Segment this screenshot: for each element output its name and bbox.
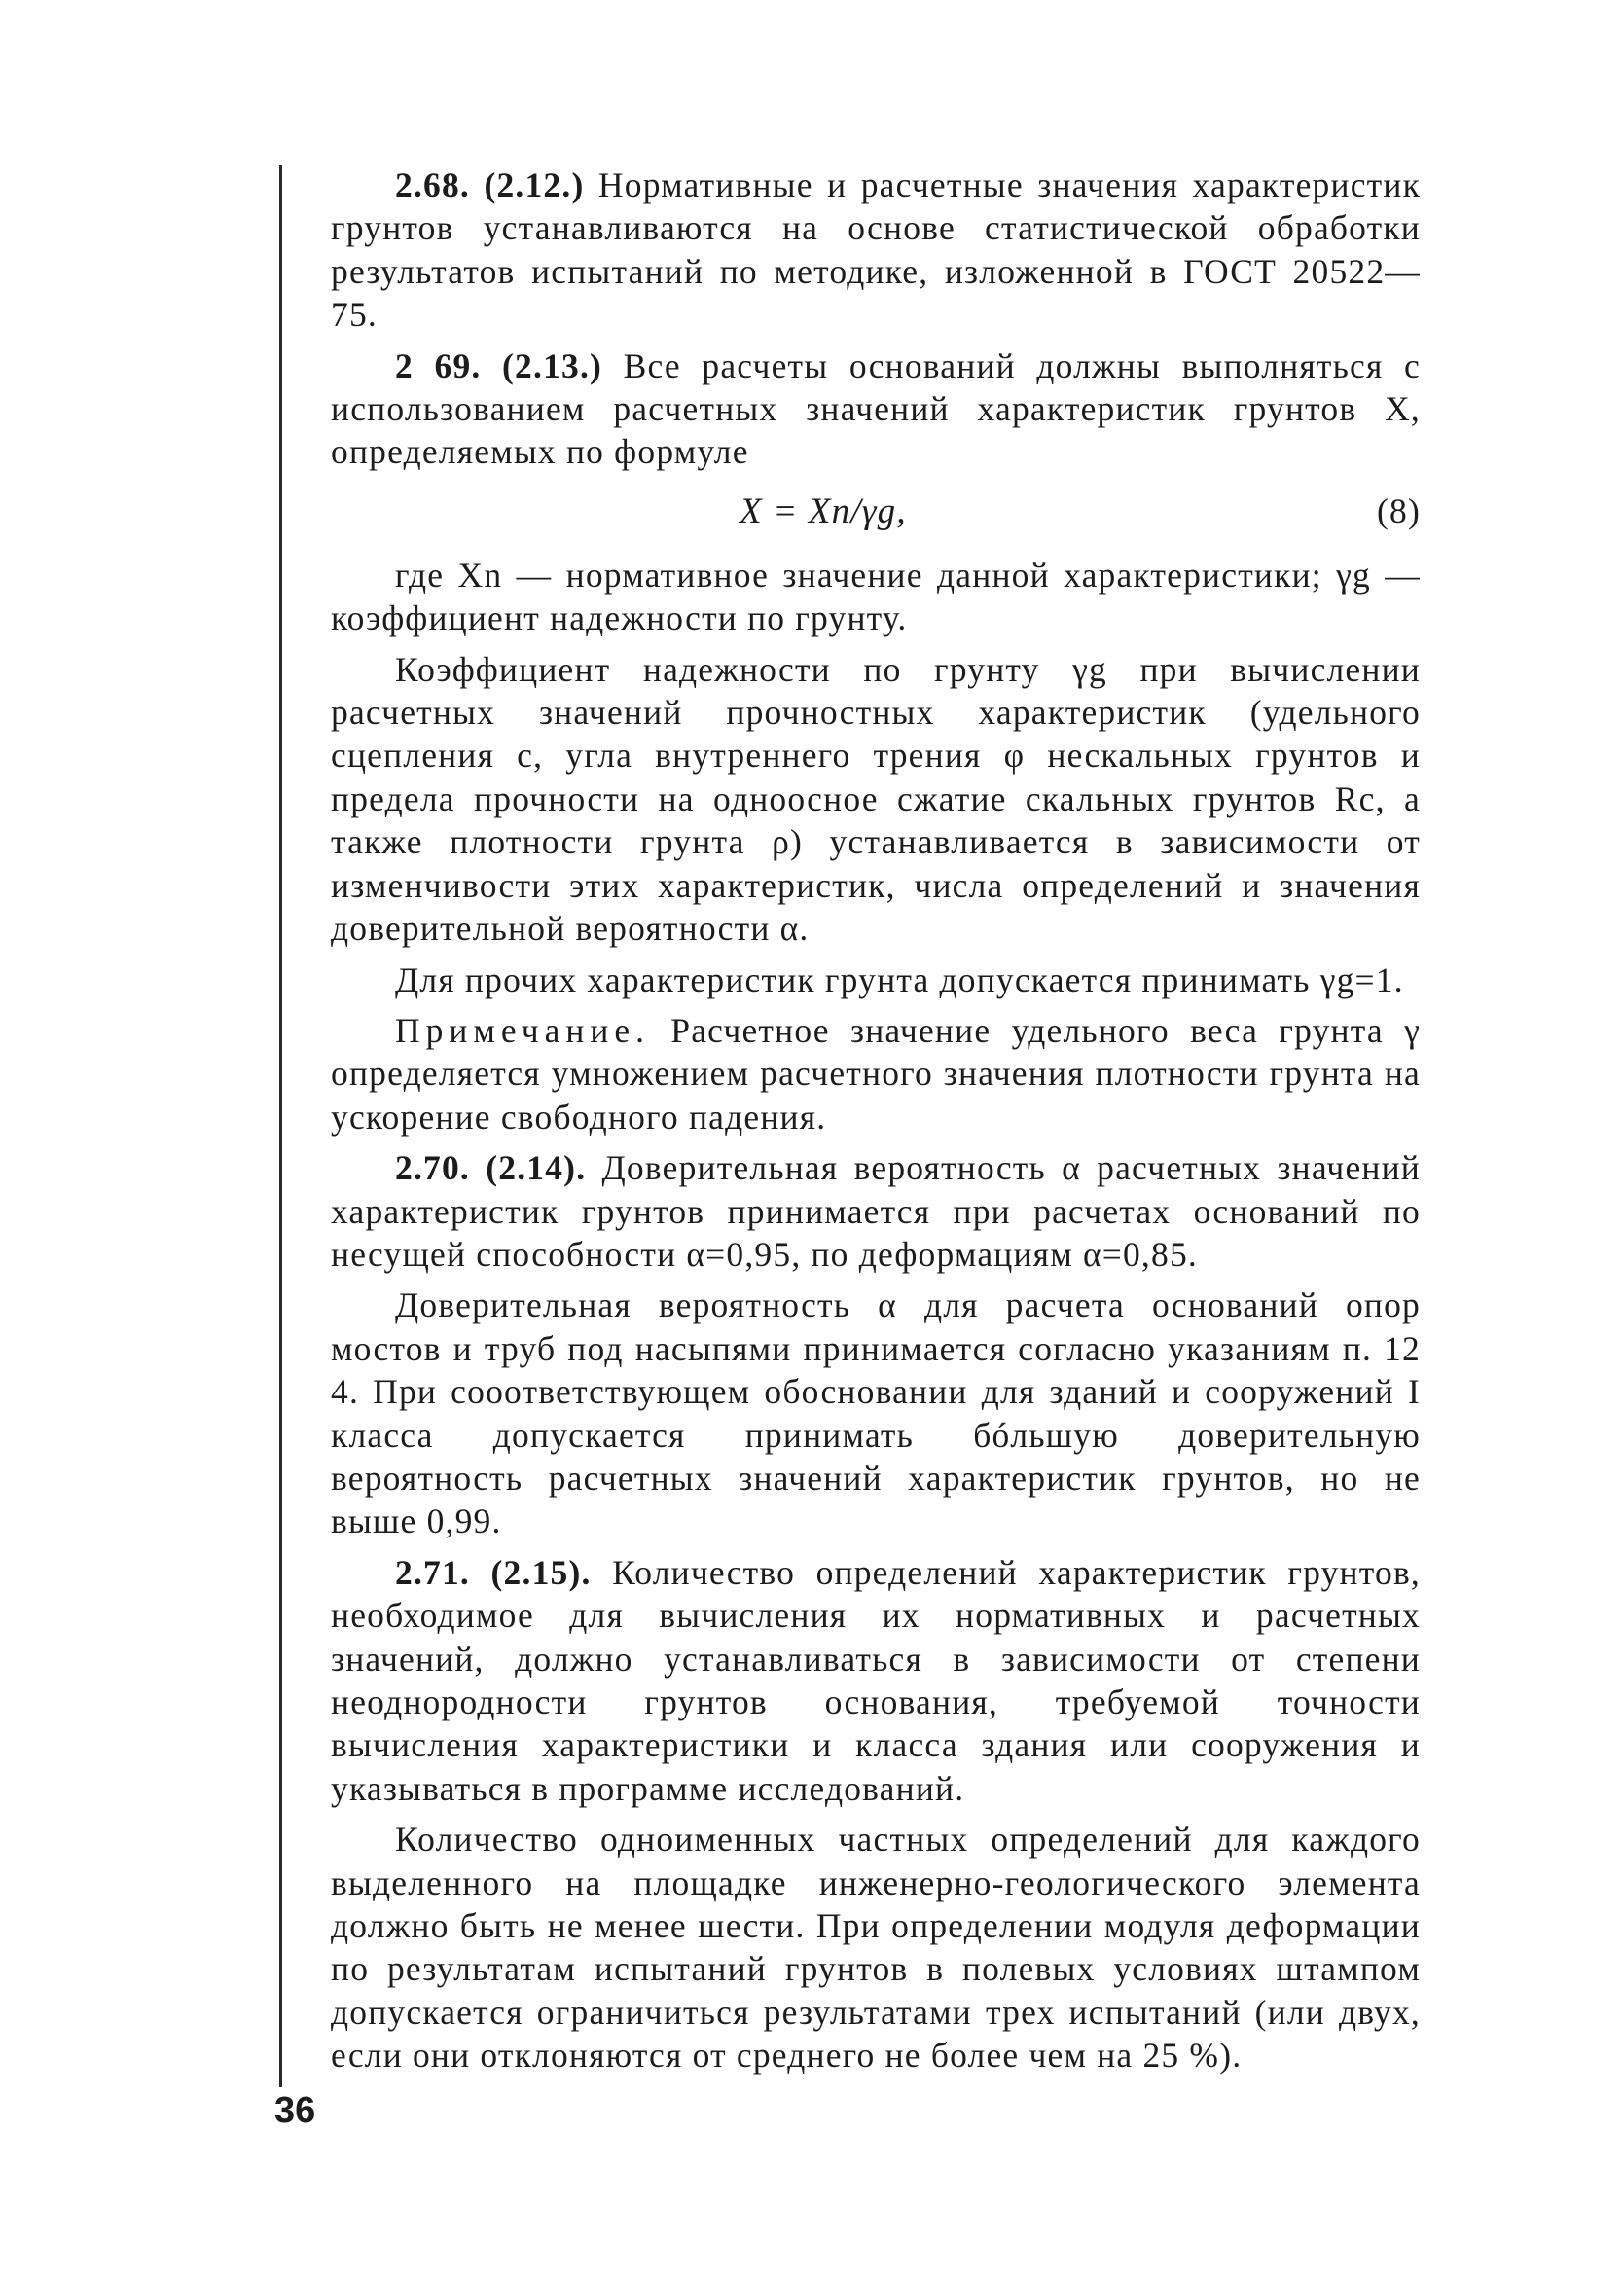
section-number: 2.68.	[395, 165, 470, 204]
section-number: 2.71.	[395, 1552, 470, 1592]
formula-number: (8)	[1377, 490, 1421, 530]
section-ref: (2.14).	[486, 1148, 587, 1188]
page-number: 36	[274, 2090, 316, 2131]
paragraph-2-70	[331, 1146, 1421, 1276]
paragraph-2-69	[331, 344, 1421, 474]
paragraph-text: Нормативные и расчетные значения характеристик грунтов устанавливаются на основе статистической обработки результатов испытаний по методике, изложенной в ГОСТ 20522—75.	[331, 165, 1422, 335]
paragraph-confidence-bridges: Доверительная вероятность α для расчета оснований опор мостов и труб под насыпями принимается согласно указаниям п. 12 4. При сооответствующем обосновании для зданий и сооружений I класса допускается принимать бóльшую доверительную вероятность расчетных значений характеристик грунтов, но не выше 0,99.	[331, 1285, 1421, 1541]
note-text: Расчетное значение удельного веса грунта γ определяется умножением расчетного значения плотности грунта на ускорение свободного падения.	[331, 1010, 1421, 1137]
paragraph-other-characteristics: Для прочих характеристик грунта допускается принимать γg=1.	[395, 959, 1404, 999]
paragraph-2-71	[331, 1551, 1421, 1810]
note-label: Примечание.	[395, 1010, 650, 1050]
paragraph-reliability-coefficient: Коэффициент надежности по грунту γg при вычислении расчетных значений прочностных характеристик (удельного сцепления c, угла внутреннего трения φ нескальных грунтов и предела прочности на одноосное сжатие скальных грунтов Rc, а также плотности грунта ρ) устанавливается в зависимости от изменчивости этих характеристик, числа определений и значения доверительной вероятности α.	[331, 649, 1421, 949]
paragraph-text: Доверительная вероятность α расчетных значений характеристик грунтов принимается при расчетах оснований по несущей способности α=0,95, по деформациям α=0,85.	[331, 1148, 1422, 1274]
formula-line	[331, 489, 1421, 534]
formula: X = Xn/γg,	[740, 490, 907, 531]
section-ref: (2.13.)	[502, 345, 603, 385]
page-body	[331, 163, 1421, 2078]
paragraph-definition: где Xn — нормативное значение данной характеристики; γg — коэффициент надежности по грунту.	[331, 555, 1421, 638]
margin-rule	[279, 165, 282, 2087]
section-ref: (2.12.)	[484, 165, 585, 204]
section-number: 2 69.	[395, 345, 482, 385]
paragraph-2-68	[331, 163, 1421, 337]
paragraph-text: Количество определений характеристик грунтов, необходимое для вычисления их нормативных и расчетных значений, должно устанавливаться в зависимости от степени неоднородности грунтов основания, требуемой точности вычисления характеристики и класса здания или сооружения и указываться в программе исследований.	[331, 1552, 1421, 1808]
note	[331, 1009, 1421, 1139]
paragraph-text: Все расчеты оснований должны выполняться с использованием расчетных значений характеристик грунтов X, определяемых по формуле	[331, 345, 1422, 472]
section-number: 2.70.	[395, 1148, 470, 1188]
section-ref: (2.15).	[490, 1552, 592, 1592]
paragraph-number-of-determinations: Количество одноименных частных определений для каждого выделенного на площадке инженерно-геологического элемента должно быть не менее шести. При определении модуля деформации по результатам испытаний грунтов в полевых условиях штампом допускается ограничиться результатами трех испытаний (или двух, если они отклоняются от среднего не более чем на 25 %).	[331, 1820, 1421, 2076]
